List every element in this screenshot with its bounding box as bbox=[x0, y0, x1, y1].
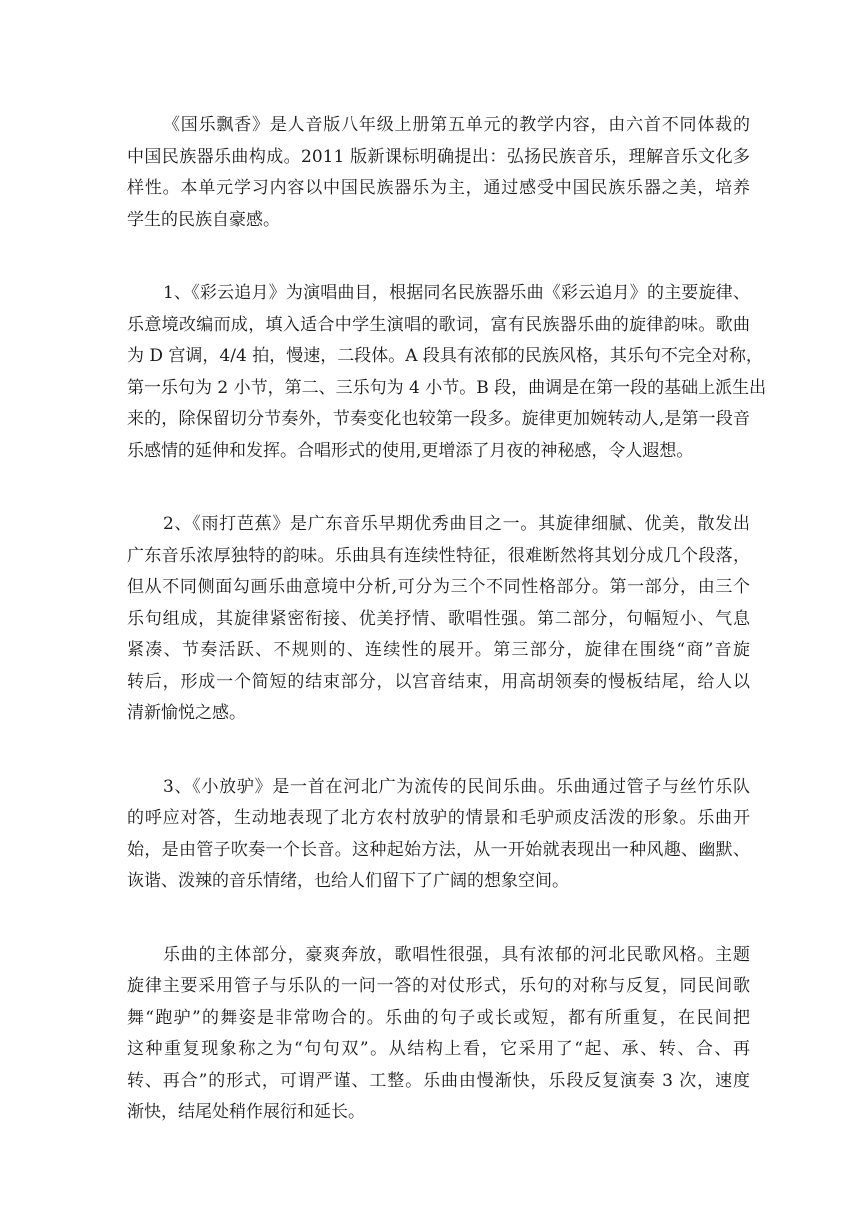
text-line: 这种重复现象称之为“句句双”。从结构上看，它采用了“起、承、转、合、再 bbox=[127, 1039, 750, 1059]
text-line: 为 D 宫调，4/4 拍，慢速，二段体。A 段具有浓郁的民族风格，其乐句不完全对称， bbox=[127, 346, 763, 366]
paragraph-gap bbox=[127, 467, 750, 509]
text-line: 转后，形成一个简短的结束部分，以宫音结束，用高胡领奏的慢板结尾，给人以 bbox=[127, 671, 750, 692]
paragraph-gap bbox=[127, 898, 750, 940]
paragraph-gap bbox=[127, 236, 750, 278]
text-line: 《国乐飘香》是人音版八年级上册第五单元的教学内容，由六首不同体裁的 bbox=[163, 115, 750, 135]
text-line: 的呼应对答，生动地表现了北方农村放驴的情景和毛驴顽皮活泼的形象。乐曲开 bbox=[127, 808, 750, 828]
text-line: 乐感情的延伸和发挥。合唱形式的使用,更增添了月夜的神秘感，令人遐想。 bbox=[127, 440, 694, 461]
paragraph-yuda-bajiao bbox=[127, 509, 750, 730]
text-line: 乐意境改编而成，填入适合中学生演唱的歌词，富有民族器乐曲的旋律韵味。歌曲 bbox=[127, 314, 750, 335]
text-line: 但从不同侧面勾画乐曲意境中分析,可分为三个不同性格部分。第一部分，由三个 bbox=[127, 577, 750, 597]
text-line: 2、《雨打芭蕉》是广东音乐早期优秀曲目之一。其旋律细腻、优美，散发出 bbox=[163, 514, 750, 534]
paragraph-intro bbox=[127, 110, 750, 236]
text-line: 中国民族器乐曲构成。2011 版新课标明确提出：弘扬民族音乐，理解音乐文化多 bbox=[127, 146, 750, 167]
text-line: 3、《小放驴》是一首在河北广为流传的民间乐曲。乐曲通过管子与丝竹乐队 bbox=[163, 776, 750, 797]
paragraph-caiyun-zhuiyue bbox=[127, 278, 767, 467]
text-line: 学生的民族自豪感。 bbox=[127, 209, 280, 230]
text-line: 旋律主要采用管子与乐队的一问一答的对仗形式，乐句的对称与反复，同民间歌 bbox=[127, 976, 750, 996]
text-line: 第一乐句为 2 小节，第二、三乐句为 4 小节。B 段，曲调是在第一段的基础上派生出 bbox=[127, 377, 767, 398]
text-line: 乐曲的主体部分，豪爽奔放，歌唱性很强，具有浓郁的河北民歌风格。主题 bbox=[163, 944, 750, 965]
text-line: 乐句组成，其旋律紧密衔接、优美抒情、歌唱性强。第二部分，句幅短小、气息 bbox=[127, 608, 750, 629]
text-line: 始，是由管子吹奏一个长音。这种起始方法，从一开始就表现出一种风趣、幽默、 bbox=[127, 839, 750, 860]
paragraph-xiao-fanglv bbox=[127, 772, 750, 898]
text-line: 样性。本单元学习内容以中国民族器乐为主，通过感受中国民族乐器之美，培养 bbox=[127, 178, 750, 198]
text-line: 紧凑、节奏活跃、不规则的、连续性的展开。第三部分，旋律在围绕“商”音旋 bbox=[127, 640, 750, 660]
paragraph-main-section bbox=[127, 940, 750, 1129]
text-line: 诙谐、泼辣的音乐情绪，也给人们留下了广阔的想象空间。 bbox=[127, 871, 569, 891]
text-line: 清新愉悦之感。 bbox=[127, 703, 246, 723]
paragraph-gap bbox=[127, 730, 750, 772]
text-line: 舞“跑驴”的舞姿是非常吻合的。乐曲的句子或长或短，都有所重复，在民间把 bbox=[127, 1007, 750, 1028]
document-body bbox=[127, 110, 767, 1129]
text-line: 来的，除保留切分节奏外，节奏变化也较第一段多。旋律更加婉转动人,是第一段音 bbox=[127, 409, 750, 429]
text-line: 广东音乐浓厚独特的韵味。乐曲具有连续性特征，很难断然将其划分成几个段落， bbox=[127, 545, 750, 566]
text-line: 渐快，结尾处稍作展衍和延长。 bbox=[127, 1102, 365, 1122]
text-line: 转、再合”的形式，可谓严谨、工整。乐曲由慢渐快，乐段反复演奏 3 次，速度 bbox=[127, 1070, 750, 1091]
text-line: 1、《彩云追月》为演唱曲目，根据同名民族器乐曲《彩云追月》的主要旋律、 bbox=[163, 283, 750, 303]
